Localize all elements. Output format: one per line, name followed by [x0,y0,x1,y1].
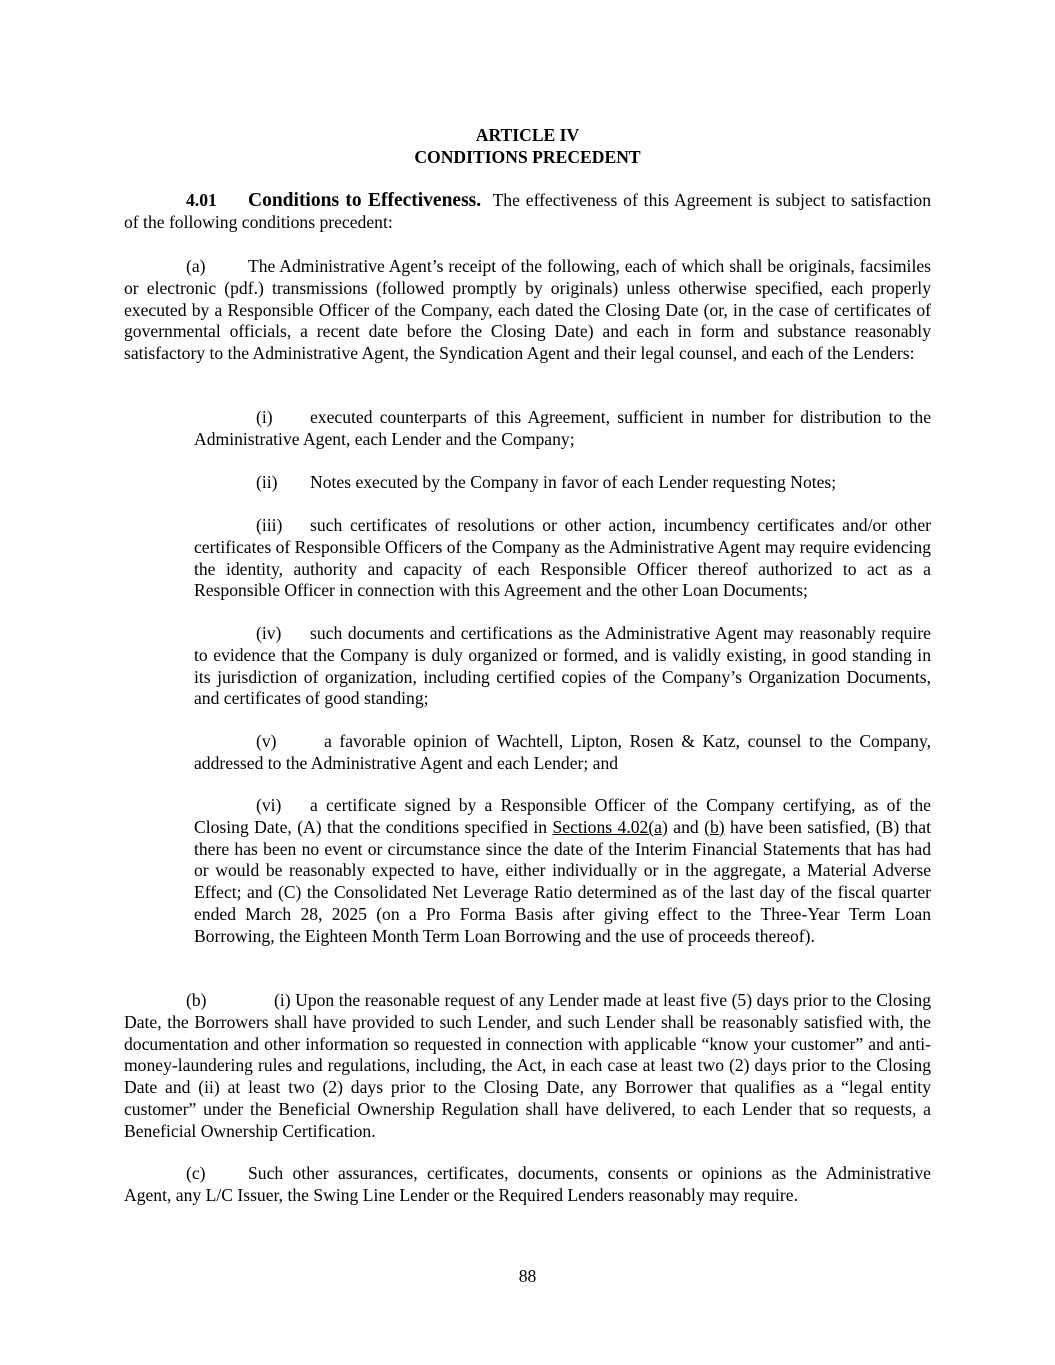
item-iv-text: such documents and certifications as the Administrative Agent may reasonably require to evidence that the Company is duly organized or formed, and is validly existing, in good standing in its jurisdiction of organization, including certified copies of the Company’s Organization Documents, and certificates of good standing; [194,623,931,709]
section-title: Conditions to Effectiveness. [248,190,482,211]
paragraph-b-label: (b) [186,990,207,1010]
paragraph-a [124,256,931,365]
section-intro: The effectiveness of this Agreement is subject to satisfaction of the following conditions precedent: [124,190,931,232]
item-ii-label: (ii) [256,472,278,492]
paragraph-c-label: (c) [186,1163,206,1183]
article-title: CONDITIONS PRECEDENT [414,147,641,167]
paragraph-c-text: Such other assurances, certificates, documents, consents or opinions as the Administrative Agent, any L/C Issuer, the Swing Line Lender or the Required Lenders reasonably may require. [124,1163,931,1205]
item-iii-text: such certificates of resolutions or other action, incumbency certificates and/or other certificates of Responsible Officers of the Company as the Administrative Agent may require evidencing the identity, authority and capacity of each Responsible Officer thereof authorized to act as a Responsible Officer in connection with this Agreement and the other Loan Documents; [194,515,931,601]
item-iii [194,515,931,602]
paragraph-a-text: The Administrative Agent’s receipt of the following, each of which shall be originals, facsimiles or electronic (pdf.) transmissions (followed promptly by originals) unless otherwise specified, each properly executed by a Responsible Officer of the Company, each dated the Closing Date (or, in the case of certificates of governmental officials, a recent date before the Closing Date) and each in form and substance reasonably satisfactory to the Administrative Agent, the Syndication Agent and their legal counsel, and each of the Lenders: [124,256,931,364]
article-number: ARTICLE IV [475,125,580,145]
item-vi-text-1: a certificate signed by a Responsible Officer of the Company certifying, as of the Closing Date, (A) that the conditions specified in [194,795,931,837]
section-b-link[interactable]: (b) [704,816,725,837]
paragraph-c [124,1163,931,1207]
item-vi-text-2: and [667,816,705,837]
item-iii-label: (iii) [256,515,283,535]
section-4-01 [124,190,931,234]
item-i-label: (i) [256,407,273,427]
item-iv [194,623,931,710]
item-vi-text-3: have been satisfied, (B) that there has been no event or circumstance since the date of the Interim Financial Statements that has had or would be reasonably expected to have, either individually or in the aggregate, a Material Adverse Effect; and (C) the Consolidated Net Leverage Ratio determined as of the last day of the fiscal quarter ended March 28, 2025 (on a Pro Forma Basis after giving effect to the Three-Year Term Loan Borrowing, the Eighteen Month Term Loan Borrowing and the use of proceeds thereof). [194,816,932,946]
item-iv-label: (iv) [256,623,282,643]
item-ii-text: Notes executed by the Company in favor of each Lender requesting Notes; [310,472,837,492]
page-number: 88 [518,1266,537,1286]
sections-4-02a-link[interactable]: Sections 4.02(a) [552,816,668,837]
item-vi-label: (vi) [256,795,282,815]
section-number: 4.01 [186,190,217,210]
item-i-text: executed counterparts of this Agreement, sufficient in number for distribution to the Administrative Agent, each Lender and the Company; [194,407,931,449]
item-v [194,731,931,775]
paragraph-b-text: (i) Upon the reasonable request of any Lender made at least five (5) days prior to the Closing Date, the Borrowers shall have provided to such Lender, and such Lender shall be reasonably satisfied with, the documentation and other information so requested in connection with applicable “know your customer” and anti-money-laundering rules and regulations, including, the Act, in each case at least two (2) days prior to the Closing Date and (ii) at least two (2) days prior to the Closing Date, any Borrower that qualifies as a “legal entity customer” under the Beneficial Ownership Regulation shall have delivered, to each Lender that so requests, a Beneficial Ownership Certification. [124,990,931,1141]
paragraph-a-label: (a) [186,256,206,276]
item-vi [194,795,931,948]
item-v-text: a favorable opinion of Wachtell, Lipton, Rosen & Katz, counsel to the Company, addressed to the Administrative Agent and each Lender; and [194,731,931,773]
paragraph-b [124,990,931,1143]
item-v-label: (v) [256,731,277,751]
item-i [194,407,931,451]
item-ii [194,472,931,494]
